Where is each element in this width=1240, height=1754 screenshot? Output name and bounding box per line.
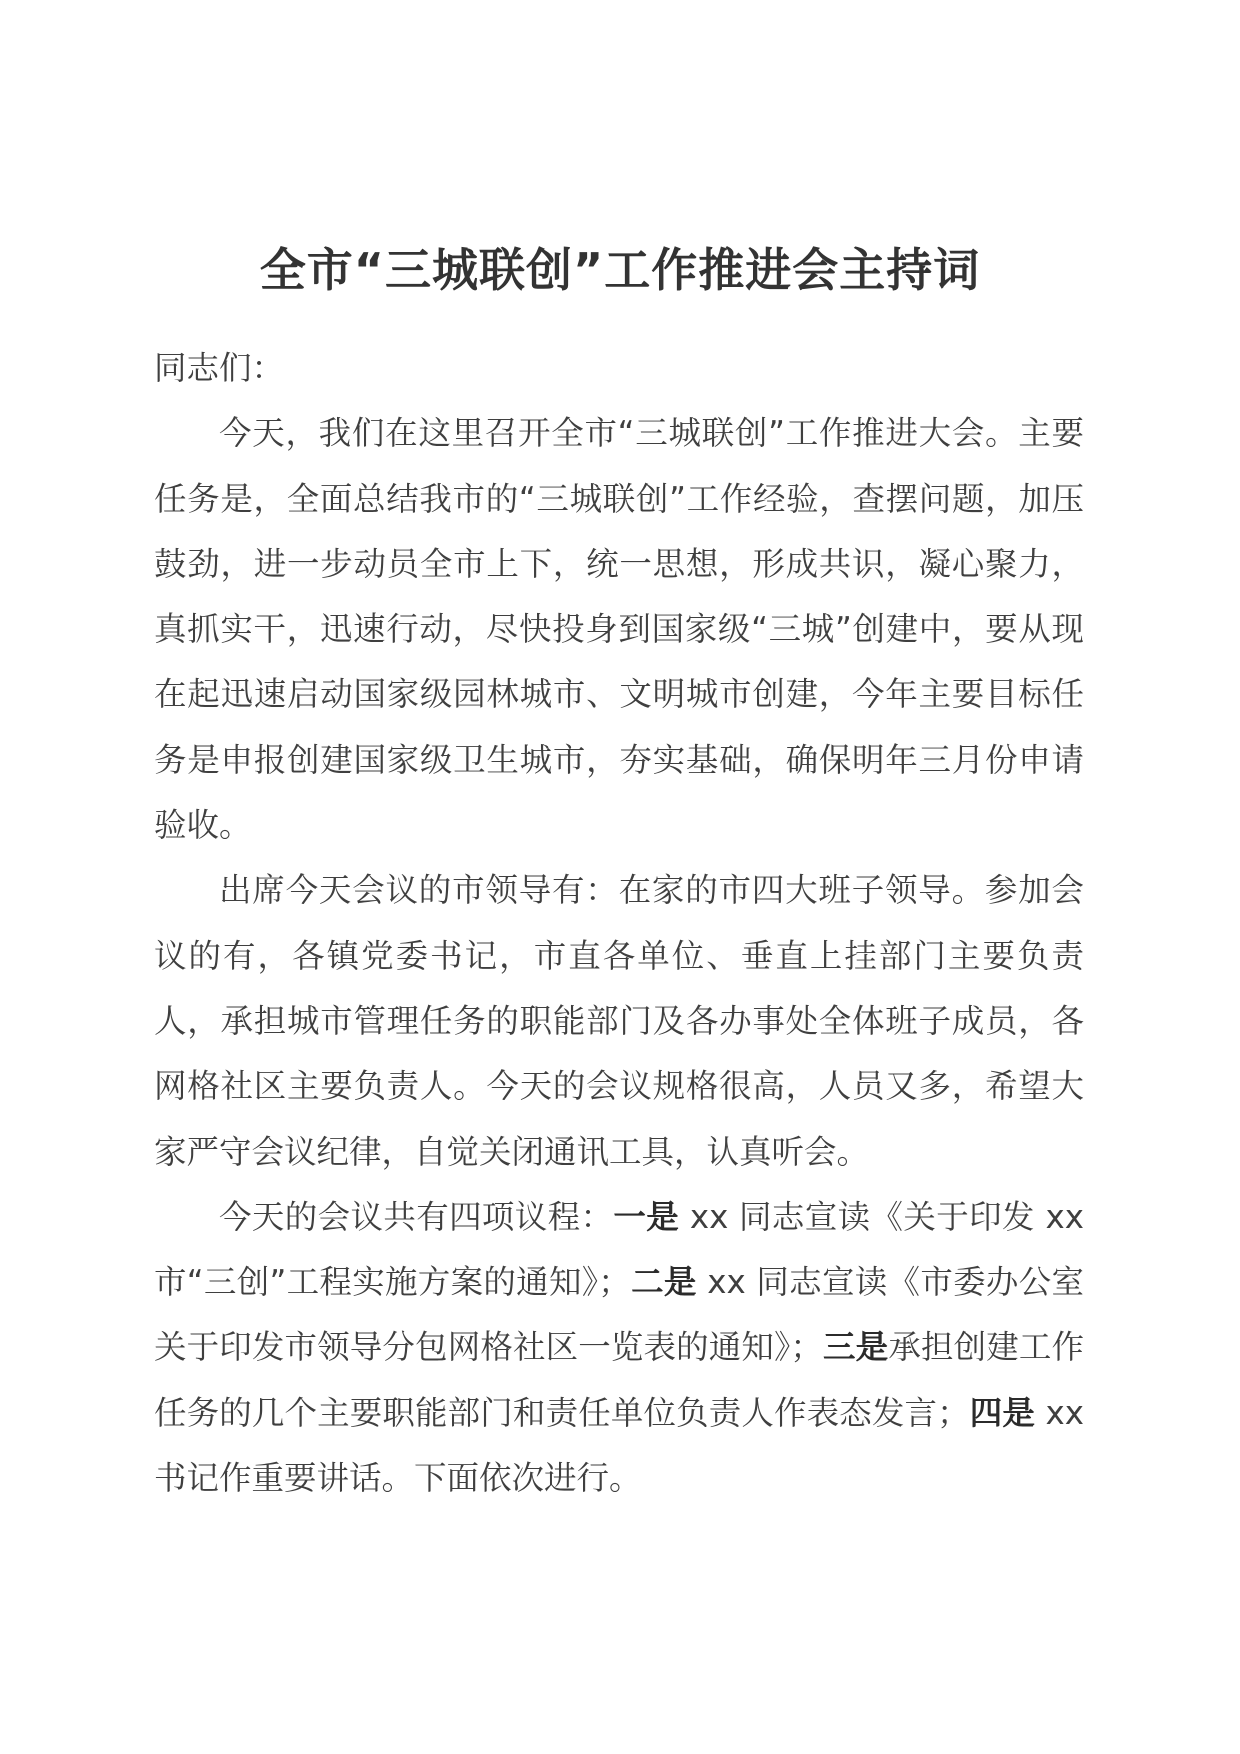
document-body bbox=[154, 336, 1084, 1511]
document-title: 全市“三城联创”工作推进会主持词 bbox=[259, 243, 981, 297]
agenda-item-1-text: xx 同志宣读《关于印发 xx 市“三创”工程实施方案的通知》； bbox=[154, 1197, 1084, 1302]
paragraph-opening: 今天，我们在这里召开全市“三城联创”工作推进大会。主要任务是，全面总结我市的“三城联创”工作经验，查摆问题，加压鼓劲，进一步动员全市上下，统一思想，形成共识，凝心聚力，真抓实干，迅速行动，尽快投身到国家级“三城”创建中，要从现在起迅速启动国家级园林城市、文明城市创建，今年主要目标任务是申报创建国家级卫生城市，夯实基础，确保明年三月份申请验收。 bbox=[154, 414, 1084, 845]
paragraph-attendees: 出席今天会议的市领导有：在家的市四大班子领导。参加会议的有，各镇党委书记，市直各单位、垂直上挂部门主要负责人，承担城市管理任务的职能部门及各办事处全体班子成员，各网格社区主要负责人。今天的会议规格很高，人员又多，希望大家严守会议纪律，自觉关闭通讯工具，认真听会。 bbox=[154, 871, 1084, 1171]
agenda-item-4-label: 四是 bbox=[969, 1393, 1036, 1432]
agenda-item-3-text: 承担创建工作任务的几个主要职能部门和责任单位负责人作表态发言； bbox=[154, 1328, 1084, 1432]
agenda-item-4-text: xx 书记作重要讲话。下面依次进行。 bbox=[154, 1393, 1084, 1498]
paragraph-agenda bbox=[154, 1185, 1084, 1511]
salutation: 同志们： bbox=[154, 349, 285, 387]
agenda-item-2-text: xx 同志宣读《市委办公室关于印发市领导分包网格社区一览表的通知》； bbox=[154, 1263, 1084, 1367]
agenda-item-3-label: 三是 bbox=[822, 1328, 889, 1367]
agenda-intro: 今天的会议共有四项议程： bbox=[219, 1197, 614, 1236]
agenda-item-1-label: 一是 bbox=[613, 1197, 680, 1236]
agenda-item-2-label: 二是 bbox=[630, 1263, 697, 1302]
